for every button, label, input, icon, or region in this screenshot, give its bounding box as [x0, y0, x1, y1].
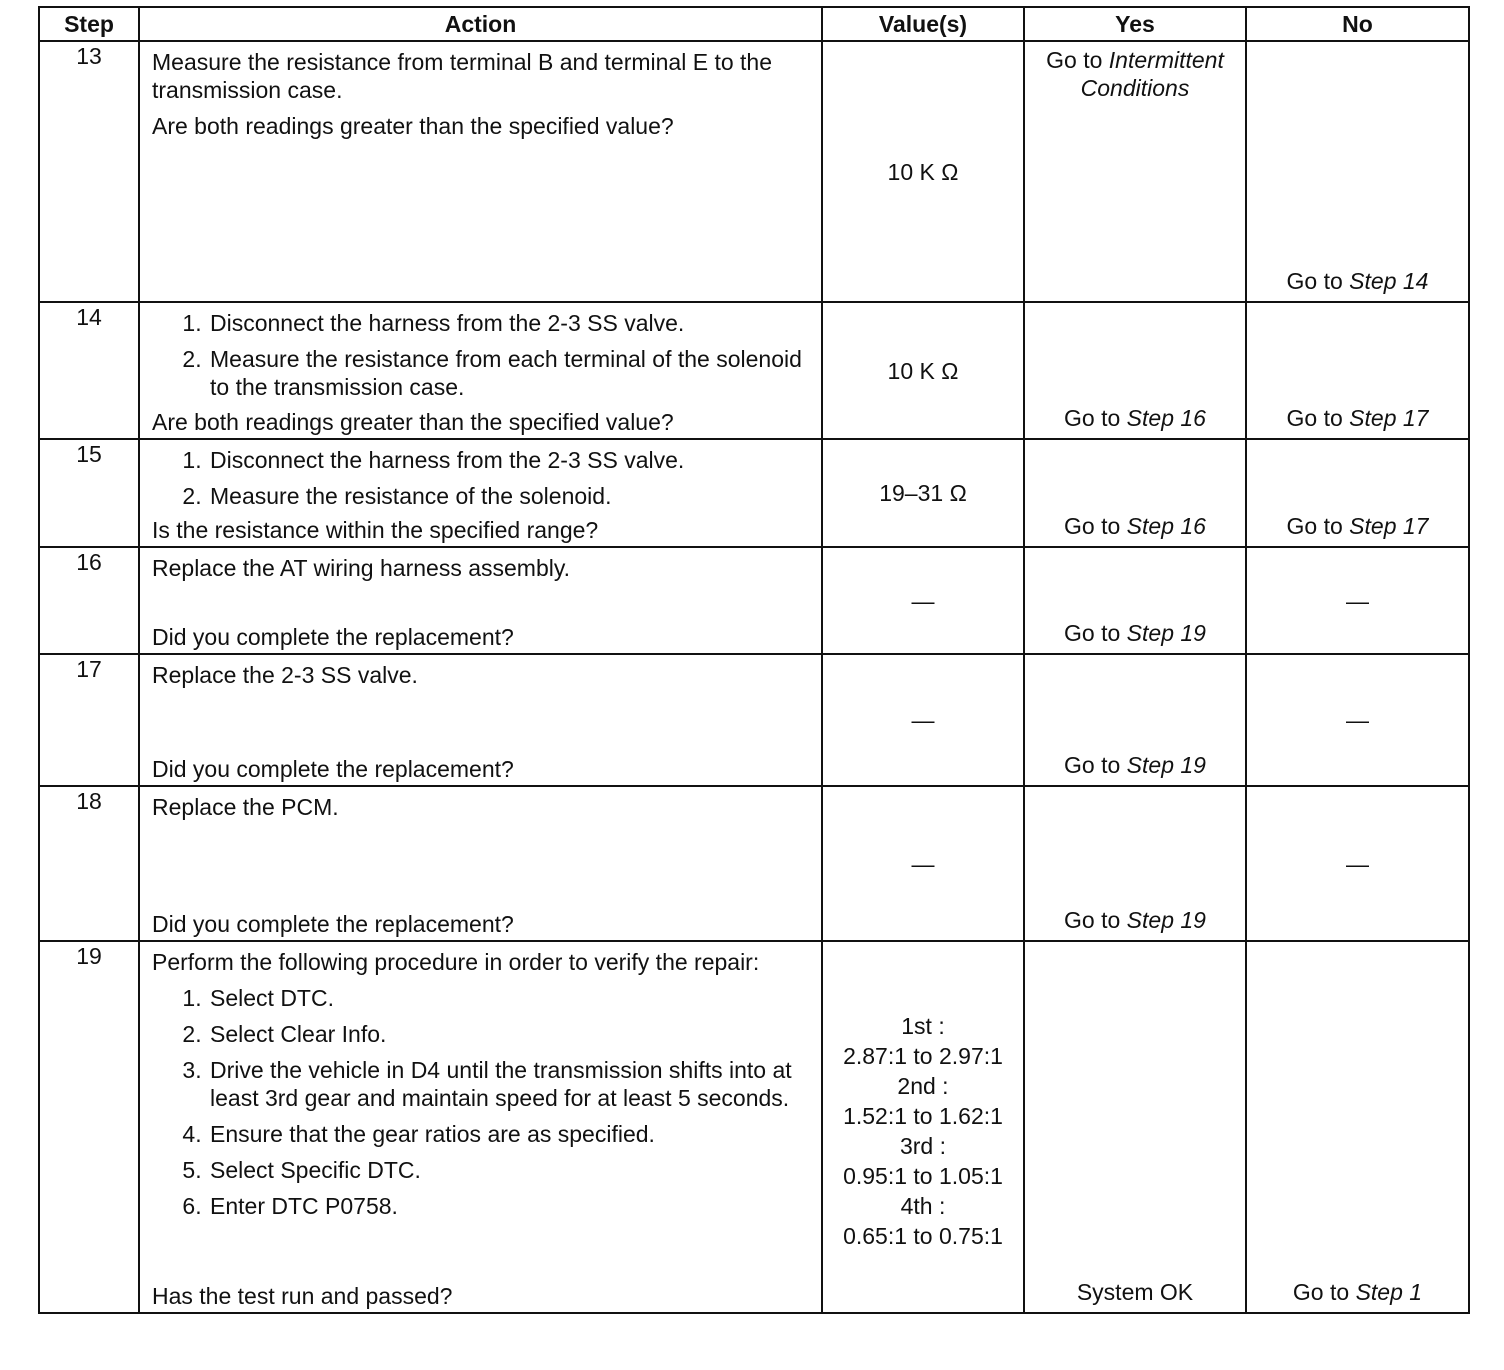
value-cell: [822, 547, 1024, 654]
no-result: [1247, 512, 1468, 540]
go-to-label: Go to: [1064, 907, 1121, 933]
no-result: [1247, 267, 1468, 295]
gear-label: 1st :: [901, 1013, 945, 1039]
step-number: 16: [39, 547, 139, 654]
no-cell: [1246, 302, 1469, 439]
yes-ref: Intermittent Conditions: [1080, 47, 1224, 101]
list-item: 1. Select DTC.: [208, 984, 811, 1012]
action-question: Are both readings greater than the specified value?: [152, 409, 674, 435]
action-question: Has the test run and passed?: [152, 1283, 453, 1309]
yes-result: [1025, 906, 1245, 934]
list-item: 2. Measure the resistance from each terminal of the solenoid to the transmission case.: [208, 345, 811, 401]
list-item: 6. Enter DTC P0758.: [208, 1192, 811, 1220]
action-text: Measure the resistance from terminal B and terminal E to the transmission case.: [152, 49, 773, 103]
step-number: 15: [39, 439, 139, 547]
action-text: Replace the 2-3 SS valve.: [152, 662, 418, 688]
value-text: —: [911, 587, 935, 614]
action-question: Did you complete the replacement?: [152, 756, 514, 782]
no-result: —: [1346, 850, 1369, 877]
no-result: —: [1346, 707, 1369, 733]
gear-ratio: 2.87:1 to 2.97:1: [843, 1043, 1003, 1069]
no-cell: [1246, 786, 1469, 941]
no-cell: [1246, 439, 1469, 547]
list-item: 2. Measure the resistance of the solenoid.: [208, 482, 811, 510]
value-text: 10 K Ω: [887, 357, 959, 384]
no-cell: [1246, 654, 1469, 786]
header-value: Value(s): [822, 7, 1024, 41]
action-question: Did you complete the replacement?: [152, 911, 514, 937]
value-text: 10 K Ω: [887, 158, 959, 185]
go-to-label: Go to: [1292, 1279, 1350, 1305]
yes-ref: Step 16: [1126, 405, 1206, 431]
yes-result: [1025, 619, 1245, 647]
procedure-list: [152, 984, 811, 1220]
action-cell: [139, 547, 822, 654]
action-cell: [139, 654, 822, 786]
diagnostic-table: [38, 6, 1470, 1314]
gear-label: 3rd :: [899, 1133, 947, 1159]
procedure-list: [152, 446, 811, 510]
gear-ratio: 0.95:1 to 1.05:1: [843, 1163, 1003, 1189]
go-to-label: Go to: [1064, 405, 1121, 431]
step-number: 18: [39, 786, 139, 941]
action-cell: [139, 439, 822, 547]
go-to-label: Go to: [1286, 513, 1343, 539]
go-to-label: Go to: [1286, 405, 1343, 431]
yes-result: [1025, 751, 1245, 779]
action-question: Is the resistance within the specified range?: [152, 517, 599, 543]
list-item: 2. Select Clear Info.: [208, 1020, 811, 1048]
gear-ratio: 1.52:1 to 1.62:1: [843, 1103, 1003, 1129]
list-item: 3. Drive the vehicle in D4 until the transmission shifts into at least 3rd gear and maintain speed for at least 5 seconds.: [208, 1056, 811, 1112]
no-cell: [1246, 547, 1469, 654]
table-row: [39, 41, 1469, 302]
action-cell: [139, 41, 822, 302]
table-row: [39, 941, 1469, 1313]
yes-ref: Step 19: [1126, 752, 1206, 778]
step-number: 13: [39, 41, 139, 302]
yes-ref: Step 16: [1126, 513, 1206, 539]
go-to-label: Go to: [1286, 268, 1343, 294]
list-item: 1. Disconnect the harness from the 2-3 SS valve.: [208, 446, 811, 474]
gear-label: 2nd :: [897, 1073, 949, 1099]
table-row: [39, 654, 1469, 786]
yes-result: [1025, 42, 1245, 102]
yes-ref: Step 19: [1126, 907, 1206, 933]
procedure-list: [152, 309, 811, 401]
go-to-label: Go to: [1046, 47, 1103, 73]
value-cell: [822, 41, 1024, 302]
no-result: [1247, 1278, 1468, 1306]
no-result: [1247, 404, 1468, 432]
table-row: [39, 786, 1469, 941]
step-number: 19: [39, 941, 139, 1313]
no-result: —: [1346, 587, 1369, 614]
go-to-label: Go to: [1064, 620, 1121, 646]
yes-cell: [1024, 547, 1246, 654]
no-ref: Step 17: [1349, 513, 1429, 539]
list-item: 1. Disconnect the harness from the 2-3 SS valve.: [208, 309, 811, 337]
list-item: 4. Ensure that the gear ratios are as specified.: [208, 1120, 811, 1148]
header-no: No: [1246, 7, 1469, 41]
value-text: 19–31 Ω: [879, 480, 967, 506]
go-to-label: Go to: [1064, 513, 1121, 539]
action-question: Did you complete the replacement?: [152, 624, 514, 650]
value-text: —: [911, 850, 935, 877]
action-cell: [139, 302, 822, 439]
value-cell: [822, 941, 1024, 1313]
header-step: Step: [39, 7, 139, 41]
value-text: —: [911, 707, 935, 733]
yes-cell: [1024, 941, 1246, 1313]
no-ref: Step 1: [1355, 1279, 1423, 1305]
yes-result: System OK: [1076, 1279, 1194, 1305]
gear-ratio-values: [823, 942, 1023, 1250]
header-action: Action: [139, 7, 822, 41]
yes-result: [1025, 512, 1245, 540]
action-cell: [139, 786, 822, 941]
value-cell: [822, 786, 1024, 941]
no-ref: Step 17: [1349, 405, 1429, 431]
yes-cell: [1024, 41, 1246, 302]
action-text: Replace the AT wiring harness assembly.: [152, 555, 571, 581]
no-ref: Step 14: [1349, 268, 1429, 294]
value-cell: [822, 654, 1024, 786]
value-cell: [822, 439, 1024, 547]
gear-label: 4th :: [900, 1193, 946, 1219]
step-number: 17: [39, 654, 139, 786]
go-to-label: Go to: [1064, 752, 1121, 778]
table-row: [39, 302, 1469, 439]
header-row: [39, 7, 1469, 41]
yes-cell: [1024, 786, 1246, 941]
action-text: Replace the PCM.: [152, 794, 339, 820]
table-row: [39, 439, 1469, 547]
yes-cell: [1024, 439, 1246, 547]
list-item: 5. Select Specific DTC.: [208, 1156, 811, 1184]
gear-ratio: 0.65:1 to 0.75:1: [843, 1223, 1003, 1249]
step-number: 14: [39, 302, 139, 439]
action-text: Perform the following procedure in order to verify the repair:: [152, 949, 760, 975]
yes-cell: [1024, 654, 1246, 786]
yes-result: [1025, 404, 1245, 432]
action-question: Are both readings greater than the specified value?: [152, 113, 674, 139]
no-cell: [1246, 41, 1469, 302]
action-cell: [139, 941, 822, 1313]
no-cell: [1246, 941, 1469, 1313]
table-row: [39, 547, 1469, 654]
yes-cell: [1024, 302, 1246, 439]
header-yes: Yes: [1024, 7, 1246, 41]
value-cell: [822, 302, 1024, 439]
yes-ref: Step 19: [1126, 620, 1206, 646]
